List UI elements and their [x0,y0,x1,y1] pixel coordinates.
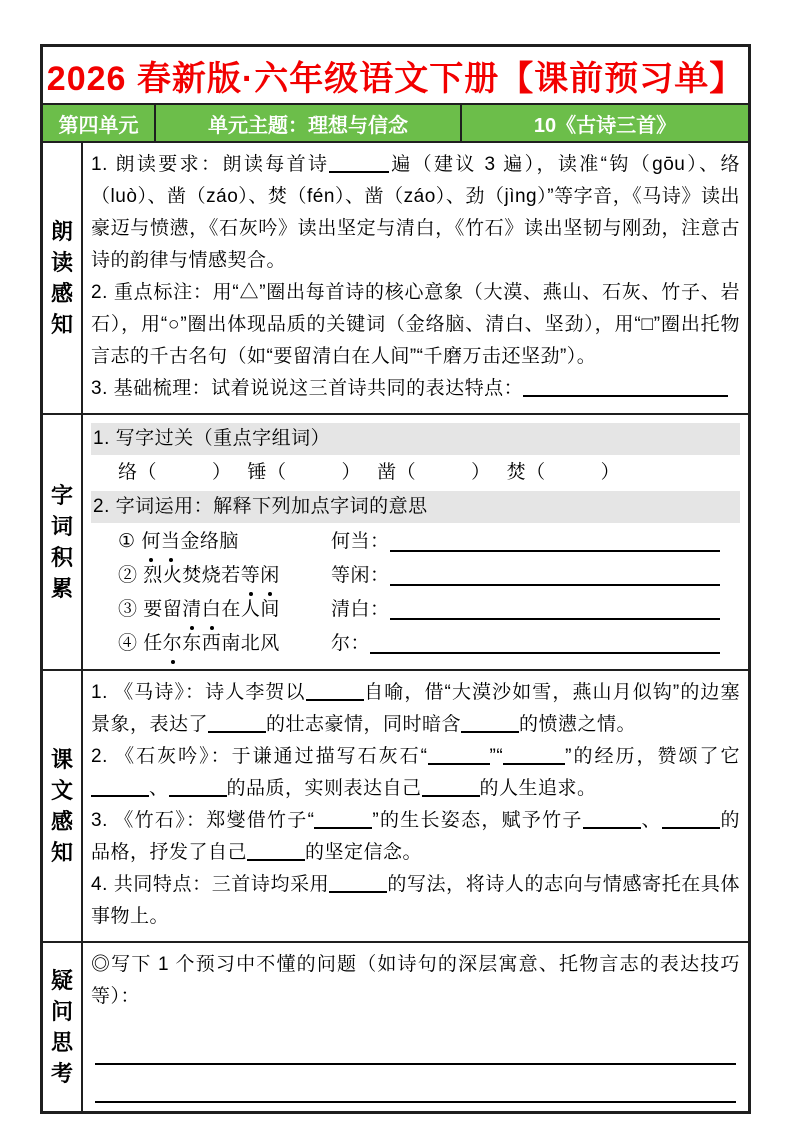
text-run: 、 [149,778,169,799]
worksheet [40,44,751,1114]
text-run: ”“ [489,746,504,767]
phrase [91,593,331,627]
label-char: 字 [50,482,73,508]
text-run: 的壮志豪情，同时暗含 [266,714,462,735]
blank-field[interactable] [306,679,364,701]
text-run: 东西南北风 [182,633,280,654]
label-char: 问 [50,998,73,1024]
paragraph [91,373,740,405]
paragraph [91,805,740,869]
label-char: 积 [50,544,73,570]
phrase [91,559,331,593]
header-theme: 单元主题：理想与信念 [156,105,462,141]
header-unit: 第四单元 [43,105,156,141]
header-lesson: 10《古诗三首》 [533,114,677,137]
blank-field[interactable] [329,151,389,173]
emphasized-char: 清 [182,593,202,627]
blank-field[interactable] [662,807,720,829]
highlighted-heading [91,423,740,455]
text-run: 1. 朗读要求：朗读每首诗 [91,154,330,175]
blank-field[interactable] [523,375,728,397]
phrase [91,627,331,661]
paragraph [91,457,740,489]
blank-field[interactable] [422,775,480,797]
text-run: ① [118,531,142,552]
text-run: 的愤懑之情。 [519,714,637,735]
emphasized-char: 闲 [260,559,280,593]
page-title: 2026 春新版·六年级语文下册【课前预习单】 [43,47,748,105]
label-char: 考 [50,1060,73,1086]
text-run: ◎写下 1 个预习中不懂的问题（如诗句的深层寓意、托物言志的表达技巧等）： [91,954,740,1007]
paragraph [91,677,740,741]
paragraph [91,149,740,277]
text-run: 4. 共同特点：三首诗均采用 [91,874,330,895]
word-item [91,627,740,661]
blank-field[interactable] [208,711,266,733]
label-char: 知 [50,311,73,337]
section-content [83,143,748,413]
term-label: 等闲： [331,565,390,586]
section-2 [43,415,748,671]
text-run: 1. 《马诗》：诗人李贺以 [91,682,306,703]
text-run: 的品质，实则表达自己 [226,778,422,799]
emphasized-char: 何 [141,525,161,559]
blank-field[interactable] [169,775,227,797]
section-label [43,671,83,941]
label-char: 词 [50,513,73,539]
text-run: 在人间 [221,599,280,620]
text-run: 金络脑 [180,531,239,552]
blank-field[interactable] [461,711,519,733]
section-3 [43,671,748,943]
emphasized-char: 当 [161,525,181,559]
term-label: 何当： [331,531,390,552]
text-run: 焚（ [506,462,546,483]
text-run: 凿（ [377,462,417,483]
text-run: 3. 基础梳理：试着说说这三首诗共同的表达特点： [91,378,524,399]
blank-field[interactable] [390,550,720,552]
label-char: 疑 [50,967,73,993]
text-run: 的坚定信念。 [305,842,423,863]
word-item [91,593,740,627]
section-label [43,415,83,669]
phrase [91,525,331,559]
text-run: 2. 重点标注：用“△”圈出每首诗的核心意象（大漠、燕山、石灰、竹子、岩石），用“○”圈出体现品质的关键词（金络脑、清白、坚劲），用“□”圈出托物言志的千古名句（如“要留清白在人间”“千磨万击还坚劲”）。 [91,282,740,367]
highlighted-heading [91,491,740,523]
label-char: 思 [50,1029,73,1055]
label-char: 知 [50,839,73,865]
term-label: 尔： [331,633,371,654]
text-run: ） [341,462,362,483]
term-label: 清白： [331,599,390,620]
text-run: 、 [640,810,662,831]
text-run: 3. 《竹石》：郑燮借竹子“ [91,810,315,831]
blank-field[interactable] [314,807,372,829]
section-label [43,143,83,413]
answer-line[interactable] [95,1065,736,1103]
text-run: 的品格，抒发了自己 [91,810,741,863]
label-char: 朗 [50,218,73,244]
text-run: ② 烈火焚烧若 [118,565,241,586]
paragraph [91,741,740,805]
label-char: 课 [50,746,73,772]
text-run: ） [471,462,491,483]
text-run: 1. 写字过关（重点字组词） [93,428,331,449]
emphasized-char: 尔 [163,627,183,661]
blank-field[interactable] [390,618,720,620]
blank-field[interactable] [503,743,565,765]
label-char: 文 [50,777,73,803]
section-content [83,415,748,669]
answer-line[interactable] [95,1027,736,1065]
text-run: 2. 字词运用：解释下列加点字词的意思 [93,496,428,517]
text-run: ） [600,462,621,483]
text-run: ） [212,462,232,483]
label-char: 读 [50,249,73,275]
paragraph [91,277,740,373]
emphasized-char: 白 [202,593,222,627]
section-label [43,943,83,1111]
section-content [83,943,748,1111]
text-run: 2. 《石灰吟》：于谦通过描写石灰石“ [91,746,428,767]
text-run: 遍（建议 3 遍），读准“钩（gōu）、络（luò）、凿（záo）、焚（fén）、凿（záo）、劲（jìng）”等字音，《马诗》读出豪迈与愤懑，《石灰吟》读出坚定与清白，《竹石》读出坚韧与刚劲，注意古诗的韵律与情感契合。 [91,154,740,271]
blank-field[interactable] [390,584,720,586]
emphasized-char: 等 [241,559,261,593]
header-bar [43,105,748,143]
paragraph [91,949,740,1013]
text-run: ”的生长姿态，赋予竹子 [372,810,583,831]
text-run: 自喻，借“大漠沙如雪，燕山月似钩”的边塞景象，表达了 [91,682,740,735]
text-run: 的人生追求。 [479,778,597,799]
text-run: ③ 要留 [118,599,183,620]
blank-field[interactable] [428,743,490,765]
blank-field[interactable] [583,807,641,829]
section-content [83,671,748,941]
word-item [91,559,740,593]
section-4 [43,943,748,1111]
text-run: 锤（ [247,462,287,483]
text-run: ④ 任 [118,633,163,654]
text-run: 的写法，将诗人的志向与情感寄托在具体事物上。 [91,874,740,927]
label-char: 累 [50,575,73,601]
blank-field[interactable] [91,775,149,797]
word-item [91,525,740,559]
label-char: 感 [50,808,73,834]
text-run: ”的经历，赞颂了它 [565,746,741,767]
blank-field[interactable] [247,839,305,861]
section-1 [43,143,748,415]
text-run: 络（ [118,462,158,483]
blank-field[interactable] [370,652,720,654]
sections-container [43,143,748,1111]
paragraph [91,869,740,933]
label-char: 感 [50,280,73,306]
blank-field[interactable] [329,871,387,893]
